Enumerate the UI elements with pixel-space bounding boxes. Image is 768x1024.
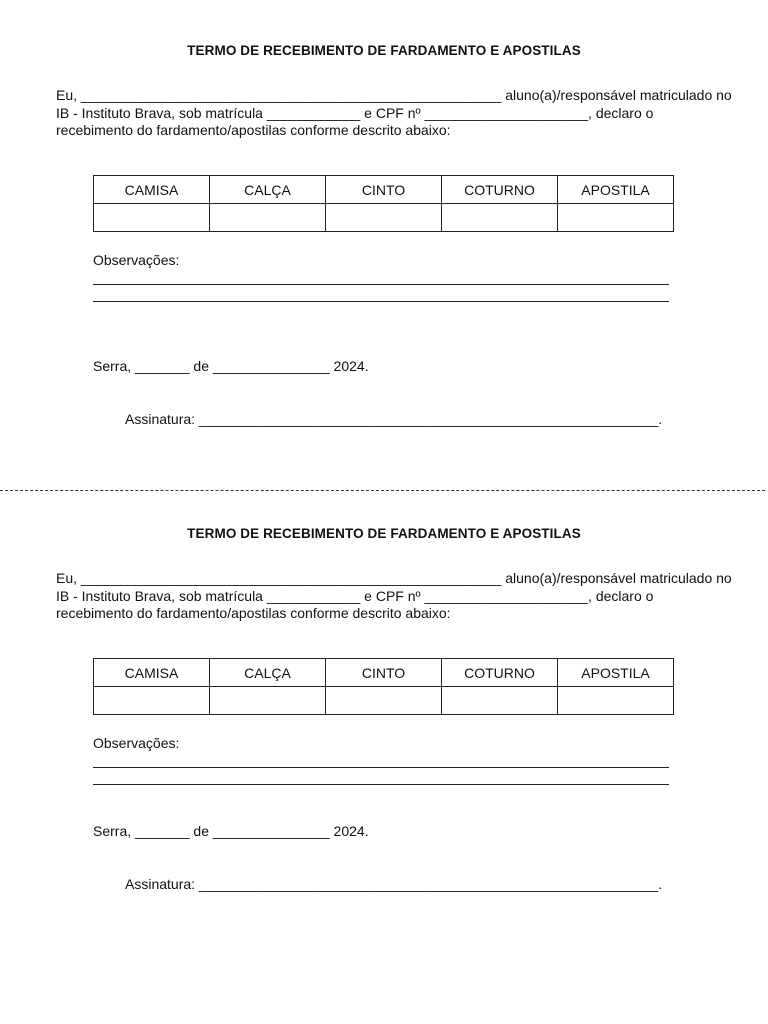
- cell-calca[interactable]: [210, 687, 326, 715]
- cell-coturno[interactable]: [442, 687, 558, 715]
- declaration-line-2: IB - Instituto Brava, sob matrícula ____________ e CPF nº _____________________, declaro o: [56, 104, 654, 121]
- observations-label: Observações:: [93, 252, 180, 268]
- declaration-paragraph: [56, 87, 746, 140]
- header-calca: CALÇA: [210, 176, 326, 204]
- cell-camisa[interactable]: [94, 204, 210, 232]
- date-line: Serra, _______ de _______________ 2024.: [93, 823, 369, 839]
- items-value-row: [94, 204, 674, 232]
- items-table: [93, 658, 674, 715]
- header-calca: CALÇA: [210, 659, 326, 687]
- header-cinto: CINTO: [326, 176, 442, 204]
- observations-label: Observações:: [93, 735, 180, 751]
- date-line: Serra, _______ de _______________ 2024.: [93, 358, 369, 374]
- declaration-paragraph: [56, 570, 746, 623]
- cell-cinto[interactable]: [326, 204, 442, 232]
- items-table: [93, 175, 674, 232]
- observations-line-1[interactable]: [93, 767, 669, 768]
- items-header-row: [94, 659, 674, 687]
- header-coturno: COTURNO: [442, 176, 558, 204]
- header-cinto: CINTO: [326, 659, 442, 687]
- observations-line-2[interactable]: [93, 784, 669, 785]
- cell-coturno[interactable]: [442, 204, 558, 232]
- cell-camisa[interactable]: [94, 687, 210, 715]
- signature-line: Assinatura: ___________________________________________________________.: [125, 876, 663, 892]
- items-header-row: [94, 176, 674, 204]
- observations-line-2[interactable]: [93, 301, 669, 302]
- header-camisa: CAMISA: [94, 176, 210, 204]
- form-title: TERMO DE RECEBIMENTO DE FARDAMENTO E APOSTILAS: [187, 43, 581, 58]
- cell-apostila[interactable]: [558, 204, 674, 232]
- header-apostila: APOSTILA: [558, 659, 674, 687]
- cell-apostila[interactable]: [558, 687, 674, 715]
- declaration-line-1: Eu, ______________________________________________________ aluno(a)/responsável matriculado no: [56, 570, 732, 586]
- cell-calca[interactable]: [210, 204, 326, 232]
- declaration-line-2: IB - Instituto Brava, sob matrícula ____________ e CPF nº _____________________, declaro o: [56, 587, 654, 604]
- header-camisa: CAMISA: [94, 659, 210, 687]
- declaration-line-3: recebimento do fardamento/apostilas conforme descrito abaixo:: [56, 122, 451, 138]
- declaration-line-3: recebimento do fardamento/apostilas conforme descrito abaixo:: [56, 605, 451, 621]
- declaration-line-1: Eu, ______________________________________________________ aluno(a)/responsável matriculado no: [56, 87, 732, 103]
- form-title: TERMO DE RECEBIMENTO DE FARDAMENTO E APOSTILAS: [187, 526, 581, 541]
- header-apostila: APOSTILA: [558, 176, 674, 204]
- signature-line: Assinatura: ___________________________________________________________.: [125, 411, 663, 427]
- cell-cinto[interactable]: [326, 687, 442, 715]
- header-coturno: COTURNO: [442, 659, 558, 687]
- cut-line-divider: [0, 490, 765, 491]
- observations-line-1[interactable]: [93, 284, 669, 285]
- items-value-row: [94, 687, 674, 715]
